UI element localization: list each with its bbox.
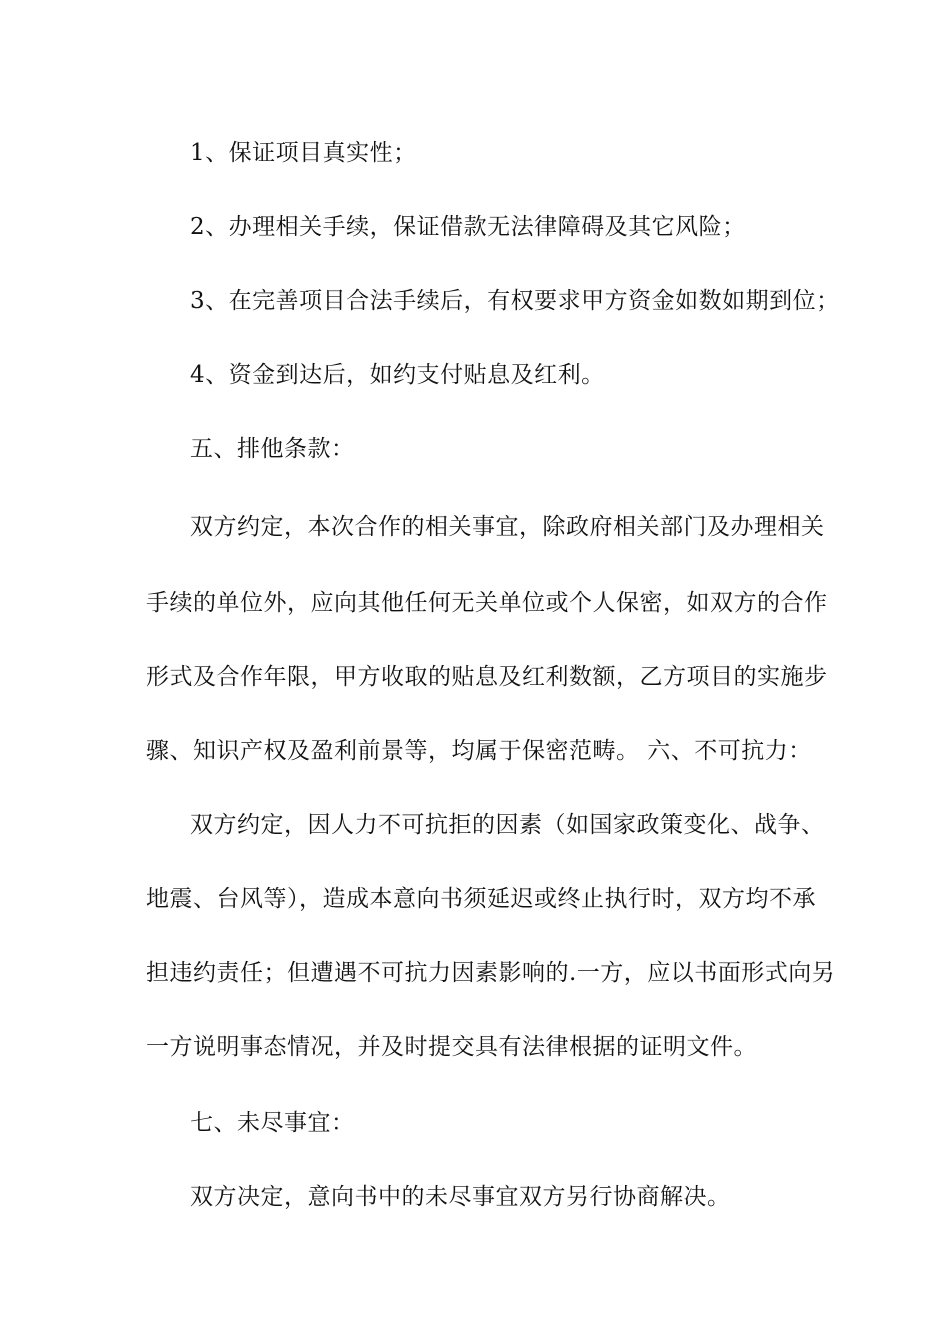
paragraph-line: 形式及合作年限，甲方收取的贴息及红利数额，乙方项目的实施步 bbox=[146, 664, 828, 690]
clause-item-2: 2、办理相关手续，保证借款无法律障碍及其它风险； bbox=[190, 214, 746, 240]
section-heading-exclusivity: 五、排他条款： bbox=[190, 436, 355, 462]
clause-item-4: 4、资金到达后，如约支付贴息及红利。 bbox=[190, 362, 605, 388]
section-heading-other-matters: 七、未尽事宜： bbox=[190, 1110, 355, 1136]
paragraph-line: 担违约责任；但遭遇不可抗力因素影响的.一方，应以书面形式向另 bbox=[146, 960, 836, 986]
paragraph-line: 一方说明事态情况，并及时提交具有法律根据的证明文件。 bbox=[146, 1034, 757, 1060]
paragraph-line: 双方约定，因人力不可抗拒的因素（如国家政策变化、战争、 bbox=[190, 812, 825, 838]
clause-item-3: 3、在完善项目合法手续后，有权要求甲方资金如数如期到位； bbox=[190, 288, 840, 314]
paragraph-line: 双方决定，意向书中的未尽事宜双方另行协商解决。 bbox=[190, 1184, 731, 1210]
paragraph-line: 双方约定，本次合作的相关事宜，除政府相关部门及办理相关 bbox=[190, 514, 825, 540]
paragraph-line: 骤、知识产权及盈利前景等，均属于保密范畴。 六、不可抗力： bbox=[146, 738, 812, 764]
paragraph-line: 地震、台风等），造成本意向书须延迟或终止执行时，双方均不承 bbox=[146, 886, 816, 912]
clause-item-1: 1、保证项目真实性； bbox=[190, 140, 417, 166]
paragraph-line: 手续的单位外，应向其他任何无关单位或个人保密，如双方的合作 bbox=[146, 590, 828, 616]
